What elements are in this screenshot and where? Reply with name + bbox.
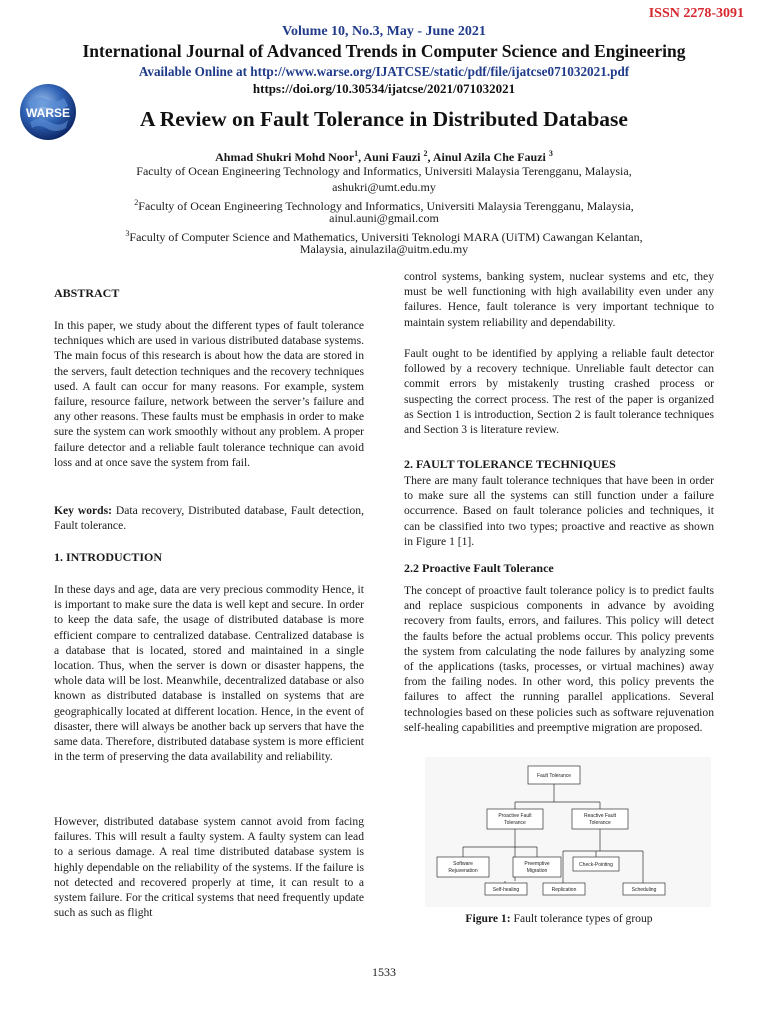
- page-number: 1533: [372, 965, 396, 979]
- email-2: ainul.auni@gmail.com: [329, 211, 439, 225]
- email-1: ashukri@umt.edu.my: [332, 180, 436, 194]
- abstract-heading: ABSTRACT: [54, 286, 120, 300]
- section22-heading: 2.2 Proactive Fault Tolerance: [404, 561, 554, 575]
- journal-title: International Journal of Advanced Trends in Computer Science and Engineering: [82, 41, 686, 61]
- logo-text: WARSE: [25, 106, 71, 120]
- section22-paragraph: The concept of proactive fault tolerance policy is to predict faults and replace suspicious components in advance by avoiding recovery from faults, errors, and failures. This policy will detect the faults before the actual problems occur. This policy prevents the system from calculating the node failures by analyzing some of the applications (tasks, processes, or virtual machines) away from the failing nodes. In other word, this policy prevents the failures to affect the running parallel applications. Several technologies based on these policies such as software rejuvenation self-healing capabilities and preemptive migration are proposed.: [404, 584, 714, 734]
- label-check-pointing: Check-Pointing: [579, 862, 613, 868]
- label-fault-tolerance: Fault Tolerance: [536, 773, 572, 779]
- label-preemptive-2: Migration: [526, 868, 548, 874]
- right-paragraph-2: Fault ought to be identified by applying a reliable fault detector followed by a recovery technique. Unreliable fault detector can commit errors by mistakenly trusting crashed process or suspecting the correct process. The rest of the paper is organized as Section 1 is introduction, Section 2 is fault tolerance techniques and Section 3 is literature review.: [404, 347, 714, 437]
- label-preemptive-1: Preemptive: [524, 861, 550, 867]
- email-3: Malaysia, ainulazila@uitm.edu.my: [299, 242, 469, 256]
- label-proactive-2: Tolerance: [504, 820, 526, 826]
- intro-paragraph-2: However, distributed database system cannot avoid from facing failures. This will result a faulty system. A faulty system can lead to a serious damage. A real time distributed database system is highly dependable on the reliability of the systems. If the failure is not detected and recovered properly at time, it can result to a system failure. For the critical systems that need frequently update such as such as flight: [54, 815, 364, 920]
- author-list: Ahmad Shukri Mohd Noor$^1$, Auni Fauzi $^2$, Ainul Azila Che Fauzi $^3$: [215, 149, 553, 164]
- node-preemptive-migration: [513, 857, 561, 877]
- issn: ISSN 2278-3091: [648, 6, 744, 21]
- availability-link[interactable]: Available Online at http://www.warse.org/IJATCSE/static/pdf/file/ijatcse071032021.pdf: [138, 64, 630, 79]
- keywords: Key words: Data recovery, Distributed database, Fault detection, Fault tolerance.: [54, 504, 365, 533]
- node-software-rejuvenation: [437, 857, 489, 877]
- volume-info: Volume 10, No.3, May - June 2021: [282, 24, 486, 39]
- label-self-healing: Self-healing: [492, 887, 520, 893]
- label-scheduling: Scheduling: [631, 887, 657, 893]
- label-reactive-2: Tolerance: [589, 820, 611, 826]
- figure-1-caption: Figure 1: Fault tolerance types of group: [465, 912, 653, 925]
- node-proactive: [487, 809, 543, 829]
- affiliation-3: $^3$Faculty of Computer Science and Mathematics, Universiti Teknologi MARA (UiTM) Cawangan Kelantan,: [125, 229, 643, 244]
- paper-title: A Review on Fault Tolerance in Distributed Database: [140, 107, 628, 131]
- intro-paragraph-1: In these days and age, data are very precious commodity Hence, it is important to make sure the data is well kept and secure. In order to keep the data safe, the usage of distributed database is more efficient compare to centralized database. Centralized database is a database that is located, stored and maintained in a single location. Thus, when the server is down or disaster happens, the whole data will be lost. Meanwhile, decentralized database or also known as distributed database is installed on systems that are geographically located at different location. Hence, in the event of disaster, there will always be another back up servers that have the same data. Therefore, distributed database system is more efficient in the term of preserving the data availability and reliability.: [54, 583, 364, 764]
- label-proactive-1: Proactive Fault: [498, 813, 532, 819]
- introduction-heading: 1. INTRODUCTION: [54, 550, 163, 564]
- abstract-text: In this paper, we study about the different types of fault tolerance techniques which are used in various distributed database systems. The main focus of this research is about how the data are stored in the servers, fault detection techniques and the recovery techniques used. A fault can occur for many reasons. For example, system failure, resource failure, network between the server’s failure and any other reasons. These faults must be emphasis in order to make sure the system can work smoothly without any problem. A proper failure detector and a reliable fault tolerance technique can avoid loss and at once save the system from fail.: [54, 319, 364, 469]
- affiliation-1: Faculty of Ocean Engineering Technology and Informatics, Universiti Malaysia Terengganu, Malaysia,: [136, 164, 632, 178]
- label-software-1: Software: [453, 861, 473, 867]
- label-replication: Replication: [551, 887, 577, 893]
- section2-paragraph: There are many fault tolerance techniques that have been in order to make sure all the systems can still function under a failure occurrence. Based on fault tolerance policies and techniques, it can be classified into two types; proactive and reactive as shown in Figure 1 [1].: [404, 474, 714, 548]
- right-paragraph-1: control systems, banking system, nuclear systems and etc, they must be well functioning with high availability even under any failures. Hence, fault tolerance is very important technique to maintain system reliability and dependability.: [404, 270, 714, 329]
- figure-1-diagram: [425, 757, 711, 907]
- node-reactive: [572, 809, 628, 829]
- section2-heading: 2. FAULT TOLERANCE TECHNIQUES: [404, 457, 616, 471]
- doi-link[interactable]: https://doi.org/10.30534/ijatcse/2021/071032021: [252, 81, 516, 96]
- label-reactive-1: Reactive Fault: [584, 813, 616, 819]
- label-software-2: Rejuvenation: [448, 868, 478, 874]
- affiliation-2: $^2$Faculty of Ocean Engineering Technology and Informatics, Universiti Malaysia Terengganu, Malaysia,: [134, 198, 634, 213]
